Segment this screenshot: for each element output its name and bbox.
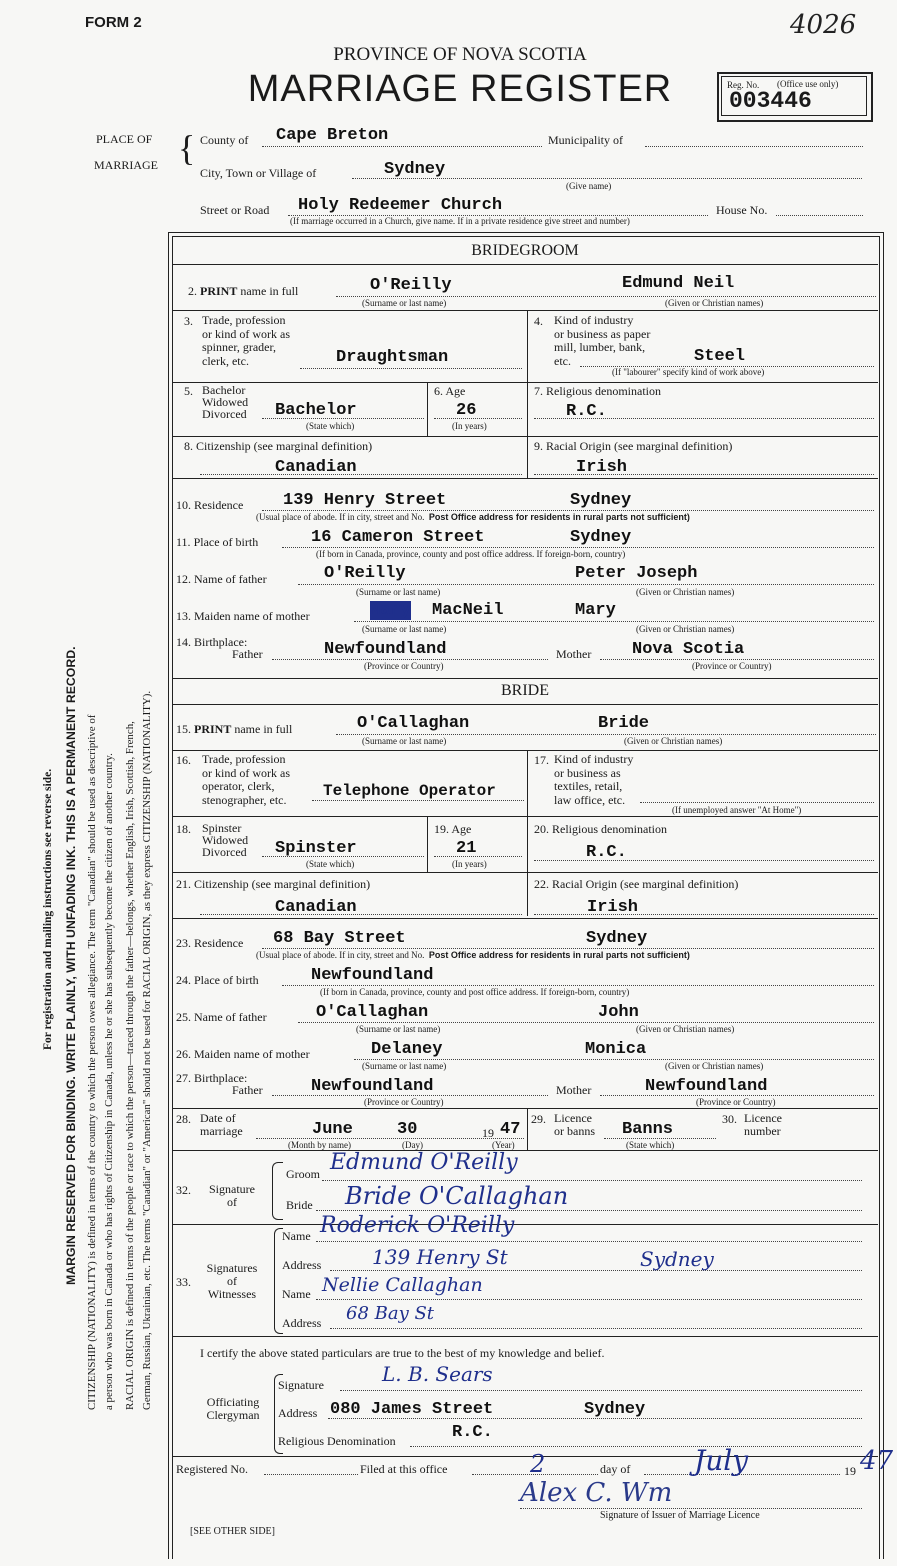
industry-label: Kind of industry or business as paper mill, lumber, bank, etc. [554, 313, 651, 368]
bride-birth-label: Place of birth [194, 973, 259, 987]
n11: 11. [176, 535, 191, 549]
n21: 21. [176, 877, 191, 891]
witness2-address: 68 Bay St [346, 1303, 435, 1324]
file-number: 4026 [790, 10, 857, 40]
bride-citizenship: Canadian [275, 898, 357, 917]
marriage-day: 30 [397, 1120, 418, 1139]
groom-residence-city: Sydney [570, 491, 632, 510]
bride-residence-label: Residence [194, 936, 244, 950]
margin-binding-note: MARGIN RESERVED FOR BINDING. WRITE PLAINLY, WITH UNFADING INK. THIS IS A PERMANENT RECORD. [64, 646, 78, 1285]
bride-mother-word: Mother [556, 1083, 592, 1097]
bride-father-birthplace: Newfoundland [311, 1077, 434, 1096]
mother-label: Maiden name of mother [194, 609, 310, 623]
groom-residence-street: 139 Henry Street [283, 491, 447, 510]
groom-birth-street: 16 Cameron Street [311, 528, 485, 547]
bride-name-in-full-label: name in full [234, 722, 293, 736]
registered-label: Registered No. [176, 1462, 248, 1476]
witness-label: Signatures of Witnesses [206, 1261, 258, 1301]
house-no-label: House No. [716, 203, 768, 217]
bride-religion-label: Religious denomination [552, 822, 667, 836]
n30: 30. [722, 1112, 737, 1126]
witness1-city: Sydney [640, 1247, 714, 1271]
issuer-label: Signature of Issuer of Marriage Licence [600, 1510, 760, 1521]
street-label: Street or Road [200, 203, 270, 217]
groom-religion: R.C. [566, 402, 607, 421]
bride-mother-label: Maiden name of mother [194, 1047, 310, 1061]
groom-surname: O'Reilly [370, 276, 452, 295]
groom-sig-label: Groom [286, 1167, 320, 1181]
bride-mother-prov-note: (Province or Country) [696, 1097, 776, 1107]
n4: 4. [534, 314, 543, 328]
margin-racial-1: RACIAL ORIGIN is defined in terms of the people or race to which the person—traced through the father—belongs, whether English, Irish, Scottish, French, [124, 721, 136, 1410]
groom-status: Bachelor [275, 401, 357, 420]
clergy-religion: R.C. [452, 1423, 493, 1442]
age-label: Age [445, 384, 466, 398]
clergy-signature: L. B. Sears [382, 1362, 493, 1386]
groom-mother-birthplace: Nova Scotia [632, 640, 745, 659]
page-title: MARRIAGE REGISTER [247, 68, 673, 110]
place-brace: { [178, 128, 196, 168]
day-of-label: day of [600, 1462, 631, 1476]
county-label: County of [200, 133, 249, 147]
year-note: (Year) [492, 1140, 515, 1150]
witness2-name: Nellie Callaghan [322, 1274, 483, 1296]
residence-note: (Usual place of abode. If in city, street and No. Post Office address for residents in rural parts not sufficient) [256, 512, 690, 522]
bride-age-label: Age [451, 822, 472, 836]
father-given-note: (Given or Christian names) [636, 587, 735, 597]
groom-father-given: Peter Joseph [575, 564, 698, 583]
bride-surname-note: (Surname or last name) [362, 736, 447, 746]
bride-father-given: John [598, 1003, 639, 1022]
n26: 26. [176, 1047, 191, 1061]
bride-father-surname: O'Callaghan [316, 1003, 429, 1022]
birth-note: (If born in Canada, province, county and post office address. If foreign-born, country) [316, 549, 626, 559]
office-use-note: (Office use only) [777, 79, 839, 89]
bride-father-word: Father [232, 1083, 263, 1097]
reg-label: Reg. No. [727, 80, 760, 90]
bride-trade-label: Trade, profession or kind of work as operator, clerk, stenographer, etc. [202, 752, 290, 807]
n12: 12. [176, 572, 191, 586]
father-word: Father [232, 647, 263, 661]
groom-signature: Edmund O'Reilly [330, 1150, 518, 1175]
n27: 27. [176, 1071, 191, 1085]
bride-mother-given-note: (Given or Christian names) [665, 1061, 764, 1071]
print-label: PRINT [200, 284, 238, 298]
bride-state-which: (State which) [306, 859, 355, 869]
n16: 16. [176, 753, 191, 767]
n7: 7. [534, 384, 543, 398]
city-label: City, Town or Village of [200, 166, 317, 180]
date-label: Date of marriage [200, 1111, 243, 1138]
mother-word: Mother [556, 647, 592, 661]
form-number: FORM 2 [85, 14, 142, 31]
margin-citizenship-2: a person who was born in Canada or who has rights of Citizenship in Canada, unless he or she has subsequently become the citizen of another country. [103, 753, 115, 1410]
groom-mother-surname: MacNeil [432, 601, 504, 620]
father-label: Name of father [194, 572, 267, 586]
n5: 5. [184, 384, 193, 398]
groom-industry: Steel [694, 347, 746, 366]
groom-mother-struck: Mary [370, 601, 411, 620]
filed-year: 47 [860, 1446, 894, 1476]
clergy-label: Officiating Clergyman [206, 1395, 260, 1422]
county-value: Cape Breton [276, 126, 389, 145]
bride-age: 21 [456, 839, 477, 858]
margin-instructions: For registration and mailing instructions see reverse side. [42, 768, 54, 1050]
groom-birth-city: Sydney [570, 528, 632, 547]
witness1-name: Roderick O'Reilly [320, 1213, 515, 1238]
n28: 28. [176, 1112, 191, 1126]
religious-denomination-label: Religious Denomination [278, 1434, 396, 1448]
bride-industry-label: Kind of industry or business as textiles, retail, law office, etc. [554, 752, 634, 807]
groom-citizenship: Canadian [275, 458, 357, 477]
bride-mother-birthplace: Newfoundland [645, 1077, 768, 1096]
filed-year-prefix: 19 [844, 1464, 856, 1478]
bride-status: Spinster [275, 839, 357, 858]
marriage-month: June [312, 1120, 353, 1139]
bride-father-prov-note: (Province or Country) [364, 1097, 444, 1107]
name-in-full-label: name in full [240, 284, 299, 298]
clergy-address-label: Address [278, 1406, 318, 1420]
bride-residence-note: (Usual place of abode. If in city, street and No. Post Office address for residents in rural parts not sufficient) [256, 950, 690, 960]
day-note: (Day) [402, 1140, 423, 1150]
clergy-city: Sydney [584, 1400, 646, 1419]
bride-birth-note: (If born in Canada, province, county and post office address. If foreign-born, country) [320, 987, 630, 997]
province-heading: PROVINCE OF NOVA SCOTIA [333, 44, 587, 65]
trade-label: Trade, profession or kind of work as spinner, grader, clerk, etc. [202, 313, 290, 368]
n14: 14. [176, 635, 191, 649]
n2: 2. [188, 284, 197, 298]
n33: 33. [176, 1275, 191, 1289]
n10: 10. [176, 498, 191, 512]
father-prov-note: (Province or Country) [364, 661, 444, 671]
place-label-2: MARRIAGE [94, 158, 159, 172]
n25: 25. [176, 1010, 191, 1024]
marriage-year: 47 [500, 1120, 521, 1139]
bride-surname: O'Callaghan [357, 714, 470, 733]
bride-birth: Newfoundland [311, 966, 434, 985]
birthplace-label: Birthplace: [194, 635, 248, 649]
n15: 15. [176, 722, 191, 736]
margin-racial-2: German, Russian, Ukrainian, etc. The terms "Canadian" or "American" should not be used for RACIAL ORIGIN, as they express CITIZENSHIP (NATIONALITY). [141, 690, 153, 1410]
bride-mother-surname: Delaney [371, 1040, 443, 1059]
see-other-side: [SEE OTHER SIDE] [190, 1526, 275, 1537]
bride-citizenship-label: Citizenship (see marginal definition) [194, 877, 371, 891]
bride-signature: Bride O'Callaghan [345, 1182, 569, 1210]
n17: 17. [534, 753, 549, 767]
mother-prov-note: (Province or Country) [692, 661, 772, 671]
bride-industry-note: (If unemployed answer "At Home") [672, 805, 802, 815]
surname-note: (Surname or last name) [362, 298, 447, 308]
given-note: (Given or Christian names) [665, 298, 764, 308]
filed-day: 2 [530, 1450, 546, 1478]
municipality-label: Municipality of [548, 133, 623, 147]
year-prefix: 19 [482, 1126, 494, 1140]
bride-in-years: (In years) [452, 859, 487, 869]
filed-month: July [694, 1444, 749, 1477]
clergy-signature-label: Signature [278, 1378, 324, 1392]
n9: 9. [534, 439, 543, 453]
n29: 29. [531, 1112, 546, 1126]
reg-number-box [717, 72, 873, 122]
licence-label: Licence or banns [554, 1111, 595, 1138]
place-label-1: PLACE OF [96, 132, 153, 146]
w2-address-label: Address [282, 1316, 322, 1330]
bride-father-surname-note: (Surname or last name) [356, 1024, 441, 1034]
street-value: Holy Redeemer Church [298, 196, 503, 215]
bride-print-label: PRINT [194, 722, 232, 736]
bride-section-title: BRIDE [501, 682, 549, 699]
groom-racial: Irish [576, 458, 628, 477]
filed-label: Filed at this office [360, 1462, 448, 1476]
citizenship-label: Citizenship (see marginal definition) [196, 439, 373, 453]
birth-label: Place of birth [193, 535, 259, 549]
n23: 23. [176, 936, 191, 950]
reg-number: 003446 [729, 88, 812, 114]
n8: 8. [184, 439, 193, 453]
in-years-note: (In years) [452, 421, 487, 431]
bride-mother-surname-note: (Surname or last name) [362, 1061, 447, 1071]
bride-mother-given: Monica [585, 1040, 647, 1059]
mother-surname-note: (Surname or last name) [362, 624, 447, 634]
n24: 24. [176, 973, 191, 987]
bride-given: Bride [598, 714, 650, 733]
street-note: (If marriage occurred in a Church, give name. If in a private residence give street and number) [290, 216, 630, 226]
industry-note: (If "labourer" specify kind of work above) [612, 367, 765, 377]
give-name-note: (Give name) [566, 181, 612, 191]
residence-label: Residence [194, 498, 244, 512]
n13: 13. [176, 609, 191, 623]
margin-citizenship-1: CITIZENSHIP (NATIONALITY) is defined in terms of the country to which the person owes allegiance. The term "Canadian" should be used as descriptive of [86, 714, 98, 1410]
licence-number-label: Licence number [744, 1111, 782, 1138]
groom-mother-given: Mary [575, 601, 616, 620]
n18: 18. [176, 822, 191, 836]
bride-status-label: Spinster Widowed Divorced [202, 821, 249, 859]
n32: 32. [176, 1183, 191, 1197]
bride-given-note: (Given or Christian names) [624, 736, 723, 746]
racial-label: Racial Origin (see marginal definition) [546, 439, 733, 453]
n22: 22. [534, 877, 549, 891]
bride-racial: Irish [587, 898, 639, 917]
mother-given-note: (Given or Christian names) [636, 624, 735, 634]
groom-father-surname: O'Reilly [324, 564, 406, 583]
clergy-address: 080 James Street [330, 1400, 494, 1419]
groom-trade: Draughtsman [336, 348, 449, 367]
city-value: Sydney [384, 160, 446, 179]
sig-label: Signature of [209, 1182, 255, 1209]
licence-state-which: (State which) [626, 1140, 675, 1150]
bride-residence-street: 68 Bay Street [273, 929, 406, 948]
state-which-note: (State which) [306, 421, 355, 431]
w1-name-label: Name [282, 1229, 311, 1243]
n6: 6. [434, 384, 443, 398]
bride-father-given-note: (Given or Christian names) [636, 1024, 735, 1034]
religion-label: Religious denomination [546, 384, 661, 398]
father-surname-note: (Surname or last name) [356, 587, 441, 597]
n20: 20. [534, 822, 549, 836]
bride-racial-label: Racial Origin (see marginal definition) [552, 877, 739, 891]
bride-birthplace-label: Birthplace: [194, 1071, 248, 1085]
issuer-signature: Alex C. Wm [520, 1478, 673, 1508]
w2-name-label: Name [282, 1287, 311, 1301]
groom-age: 26 [456, 401, 477, 420]
w1-address-label: Address [282, 1258, 322, 1272]
certify-statement: I certify the above stated particulars are true to the best of my knowledge and belief. [200, 1346, 605, 1360]
groom-section-title: BRIDEGROOM [471, 242, 579, 259]
marital-status-label: Bachelor Widowed Divorced [202, 383, 249, 421]
bride-sig-label: Bride [286, 1198, 313, 1212]
n3: 3. [184, 314, 193, 328]
bride-residence-city: Sydney [586, 929, 648, 948]
n19: 19. [434, 822, 449, 836]
bride-religion: R.C. [586, 843, 627, 862]
month-note: (Month by name) [288, 1140, 351, 1150]
witness1-address: 139 Henry St [372, 1245, 508, 1269]
groom-given: Edmund Neil [622, 274, 735, 293]
groom-father-birthplace: Newfoundland [324, 640, 447, 659]
bride-father-label: Name of father [194, 1010, 267, 1024]
bride-trade: Telephone Operator [323, 782, 496, 800]
licence-value: Banns [622, 1120, 674, 1139]
